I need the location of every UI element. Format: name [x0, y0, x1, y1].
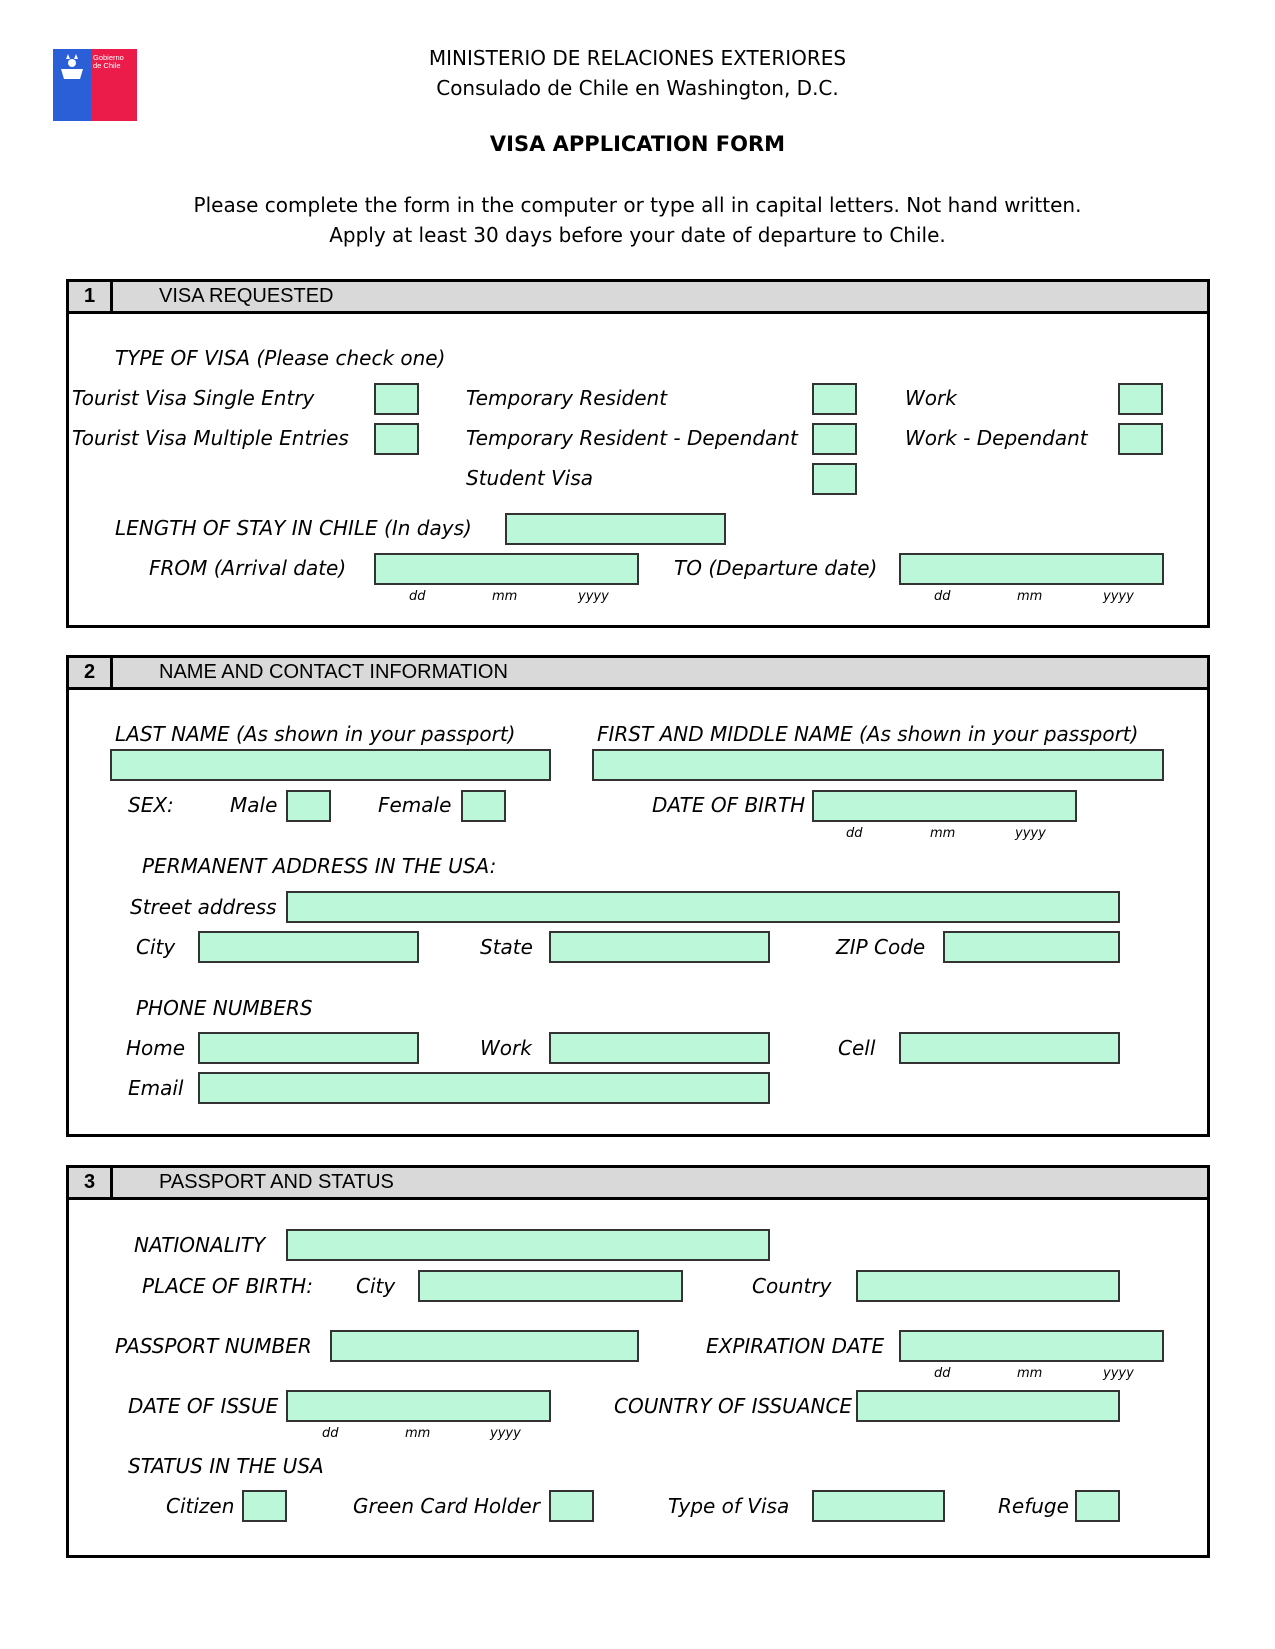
birth-country-label: Country	[752, 1274, 832, 1298]
nationality-input[interactable]	[286, 1229, 770, 1261]
place-of-birth-label: PLACE OF BIRTH:	[142, 1274, 313, 1298]
home-phone-label: Home	[126, 1036, 186, 1060]
date-of-birth-input[interactable]	[812, 790, 1077, 822]
birth-city-label: City	[356, 1274, 396, 1298]
length-of-stay-input[interactable]	[505, 513, 726, 545]
date-hint-dd: dd	[934, 589, 951, 604]
refuge-label: Refuge	[998, 1494, 1069, 1518]
zip-input[interactable]	[943, 931, 1120, 963]
passport-number-input[interactable]	[330, 1330, 639, 1362]
instructions-line-1: Please complete the form in the computer or type all in capital letters. Not hand written.	[193, 193, 1082, 217]
last-name-input[interactable]	[110, 749, 551, 781]
departure-date-label: TO (Departure date)	[674, 556, 878, 580]
citizen-label: Citizen	[166, 1494, 235, 1518]
type-of-visa-input[interactable]	[812, 1490, 945, 1522]
tourist-single-label: Tourist Visa Single Entry	[72, 386, 315, 410]
student-visa-label: Student Visa	[466, 466, 594, 490]
work-dependant-checkbox[interactable]	[1118, 423, 1163, 455]
instructions-line-2: Apply at least 30 days before your date of departure to Chile.	[329, 223, 946, 247]
date-hint-dd: dd	[322, 1426, 339, 1441]
address-heading: PERMANENT ADDRESS IN THE USA:	[142, 854, 497, 878]
date-hint-yyyy: yyyy	[1015, 826, 1046, 841]
state-label: State	[480, 935, 533, 959]
birth-country-input[interactable]	[856, 1270, 1120, 1302]
first-name-label: FIRST AND MIDDLE NAME (As shown in your passport)	[597, 722, 1139, 746]
date-hint-yyyy: yyyy	[578, 589, 609, 604]
expiration-date-label: EXPIRATION DATE	[706, 1334, 885, 1358]
nationality-label: NATIONALITY	[134, 1233, 266, 1257]
date-of-issue-label: DATE OF ISSUE	[128, 1394, 279, 1418]
date-hint-mm: mm	[930, 826, 956, 841]
home-phone-input[interactable]	[198, 1032, 419, 1064]
email-label: Email	[128, 1076, 184, 1100]
tourist-multiple-checkbox[interactable]	[374, 423, 419, 455]
section-title: VISA REQUESTED	[159, 285, 334, 307]
arrival-date-label: FROM (Arrival date)	[149, 556, 347, 580]
temporary-resident-checkbox[interactable]	[812, 383, 857, 415]
temporary-resident-label: Temporary Resident	[466, 386, 668, 410]
street-input[interactable]	[286, 891, 1120, 923]
date-hint-yyyy: yyyy	[1103, 589, 1134, 604]
student-visa-checkbox[interactable]	[812, 463, 857, 495]
female-label: Female	[378, 793, 452, 817]
green-card-checkbox[interactable]	[549, 1490, 594, 1522]
section-number: 1	[69, 282, 113, 311]
street-label: Street address	[130, 895, 277, 919]
date-hint-dd: dd	[934, 1366, 951, 1381]
date-hint-yyyy: yyyy	[490, 1426, 521, 1441]
date-of-birth-label: DATE OF BIRTH	[652, 793, 806, 817]
male-checkbox[interactable]	[286, 790, 331, 822]
date-hint-dd: dd	[846, 826, 863, 841]
zip-label: ZIP Code	[836, 935, 926, 959]
refuge-checkbox[interactable]	[1075, 1490, 1120, 1522]
arrival-date-input[interactable]	[374, 553, 639, 585]
form-title: VISA APPLICATION FORM	[489, 132, 786, 156]
svg-text:Gobierno: Gobierno	[93, 53, 124, 62]
work-phone-input[interactable]	[549, 1032, 770, 1064]
work-dependant-label: Work - Dependant	[905, 426, 1088, 450]
date-hint-yyyy: yyyy	[1103, 1366, 1134, 1381]
date-of-issue-input[interactable]	[286, 1390, 551, 1422]
section-header	[69, 282, 1207, 314]
first-name-input[interactable]	[592, 749, 1164, 781]
email-input[interactable]	[198, 1072, 770, 1104]
birth-city-input[interactable]	[418, 1270, 683, 1302]
city-label: City	[136, 935, 176, 959]
cell-phone-label: Cell	[838, 1036, 876, 1060]
date-hint-mm: mm	[1017, 1366, 1043, 1381]
date-hint-mm: mm	[1017, 589, 1043, 604]
status-heading: STATUS IN THE USA	[128, 1454, 324, 1478]
section-header	[69, 658, 1207, 690]
departure-date-input[interactable]	[899, 553, 1164, 585]
phone-heading: PHONE NUMBERS	[136, 996, 313, 1020]
cell-phone-input[interactable]	[899, 1032, 1120, 1064]
section-number: 3	[69, 1168, 113, 1197]
work-phone-label: Work	[480, 1036, 532, 1060]
temporary-dependant-checkbox[interactable]	[812, 423, 857, 455]
consulate-name: Consulado de Chile en Washington, D.C.	[436, 76, 839, 100]
expiration-date-input[interactable]	[899, 1330, 1164, 1362]
sex-label: SEX:	[128, 793, 174, 817]
type-of-visa-label: TYPE OF VISA (Please check one)	[115, 346, 446, 370]
city-input[interactable]	[198, 931, 419, 963]
section-header	[69, 1168, 1207, 1200]
country-of-issuance-label: COUNTRY OF ISSUANCE	[614, 1394, 853, 1418]
date-hint-mm: mm	[492, 589, 518, 604]
tourist-multiple-label: Tourist Visa Multiple Entries	[72, 426, 349, 450]
citizen-checkbox[interactable]	[242, 1490, 287, 1522]
date-hint-mm: mm	[405, 1426, 431, 1441]
length-of-stay-label: LENGTH OF STAY IN CHILE (In days)	[115, 516, 472, 540]
passport-number-label: PASSPORT NUMBER	[115, 1334, 312, 1358]
tourist-single-checkbox[interactable]	[374, 383, 419, 415]
temporary-dependant-label: Temporary Resident - Dependant	[466, 426, 798, 450]
ministry-name: MINISTERIO DE RELACIONES EXTERIORES	[428, 46, 847, 70]
type-of-visa-label: Type of Visa	[668, 1494, 790, 1518]
female-checkbox[interactable]	[461, 790, 506, 822]
work-visa-checkbox[interactable]	[1118, 383, 1163, 415]
state-input[interactable]	[549, 931, 770, 963]
date-hint-dd: dd	[409, 589, 426, 604]
section-number: 2	[69, 658, 113, 687]
work-visa-label: Work	[905, 386, 957, 410]
male-label: Male	[230, 793, 278, 817]
green-card-label: Green Card Holder	[353, 1494, 540, 1518]
country-of-issuance-input[interactable]	[856, 1390, 1120, 1422]
section-title: NAME AND CONTACT INFORMATION	[159, 661, 508, 683]
section-title: PASSPORT AND STATUS	[159, 1171, 394, 1193]
svg-text:de Chile: de Chile	[93, 61, 121, 70]
last-name-label: LAST NAME (As shown in your passport)	[115, 722, 516, 746]
